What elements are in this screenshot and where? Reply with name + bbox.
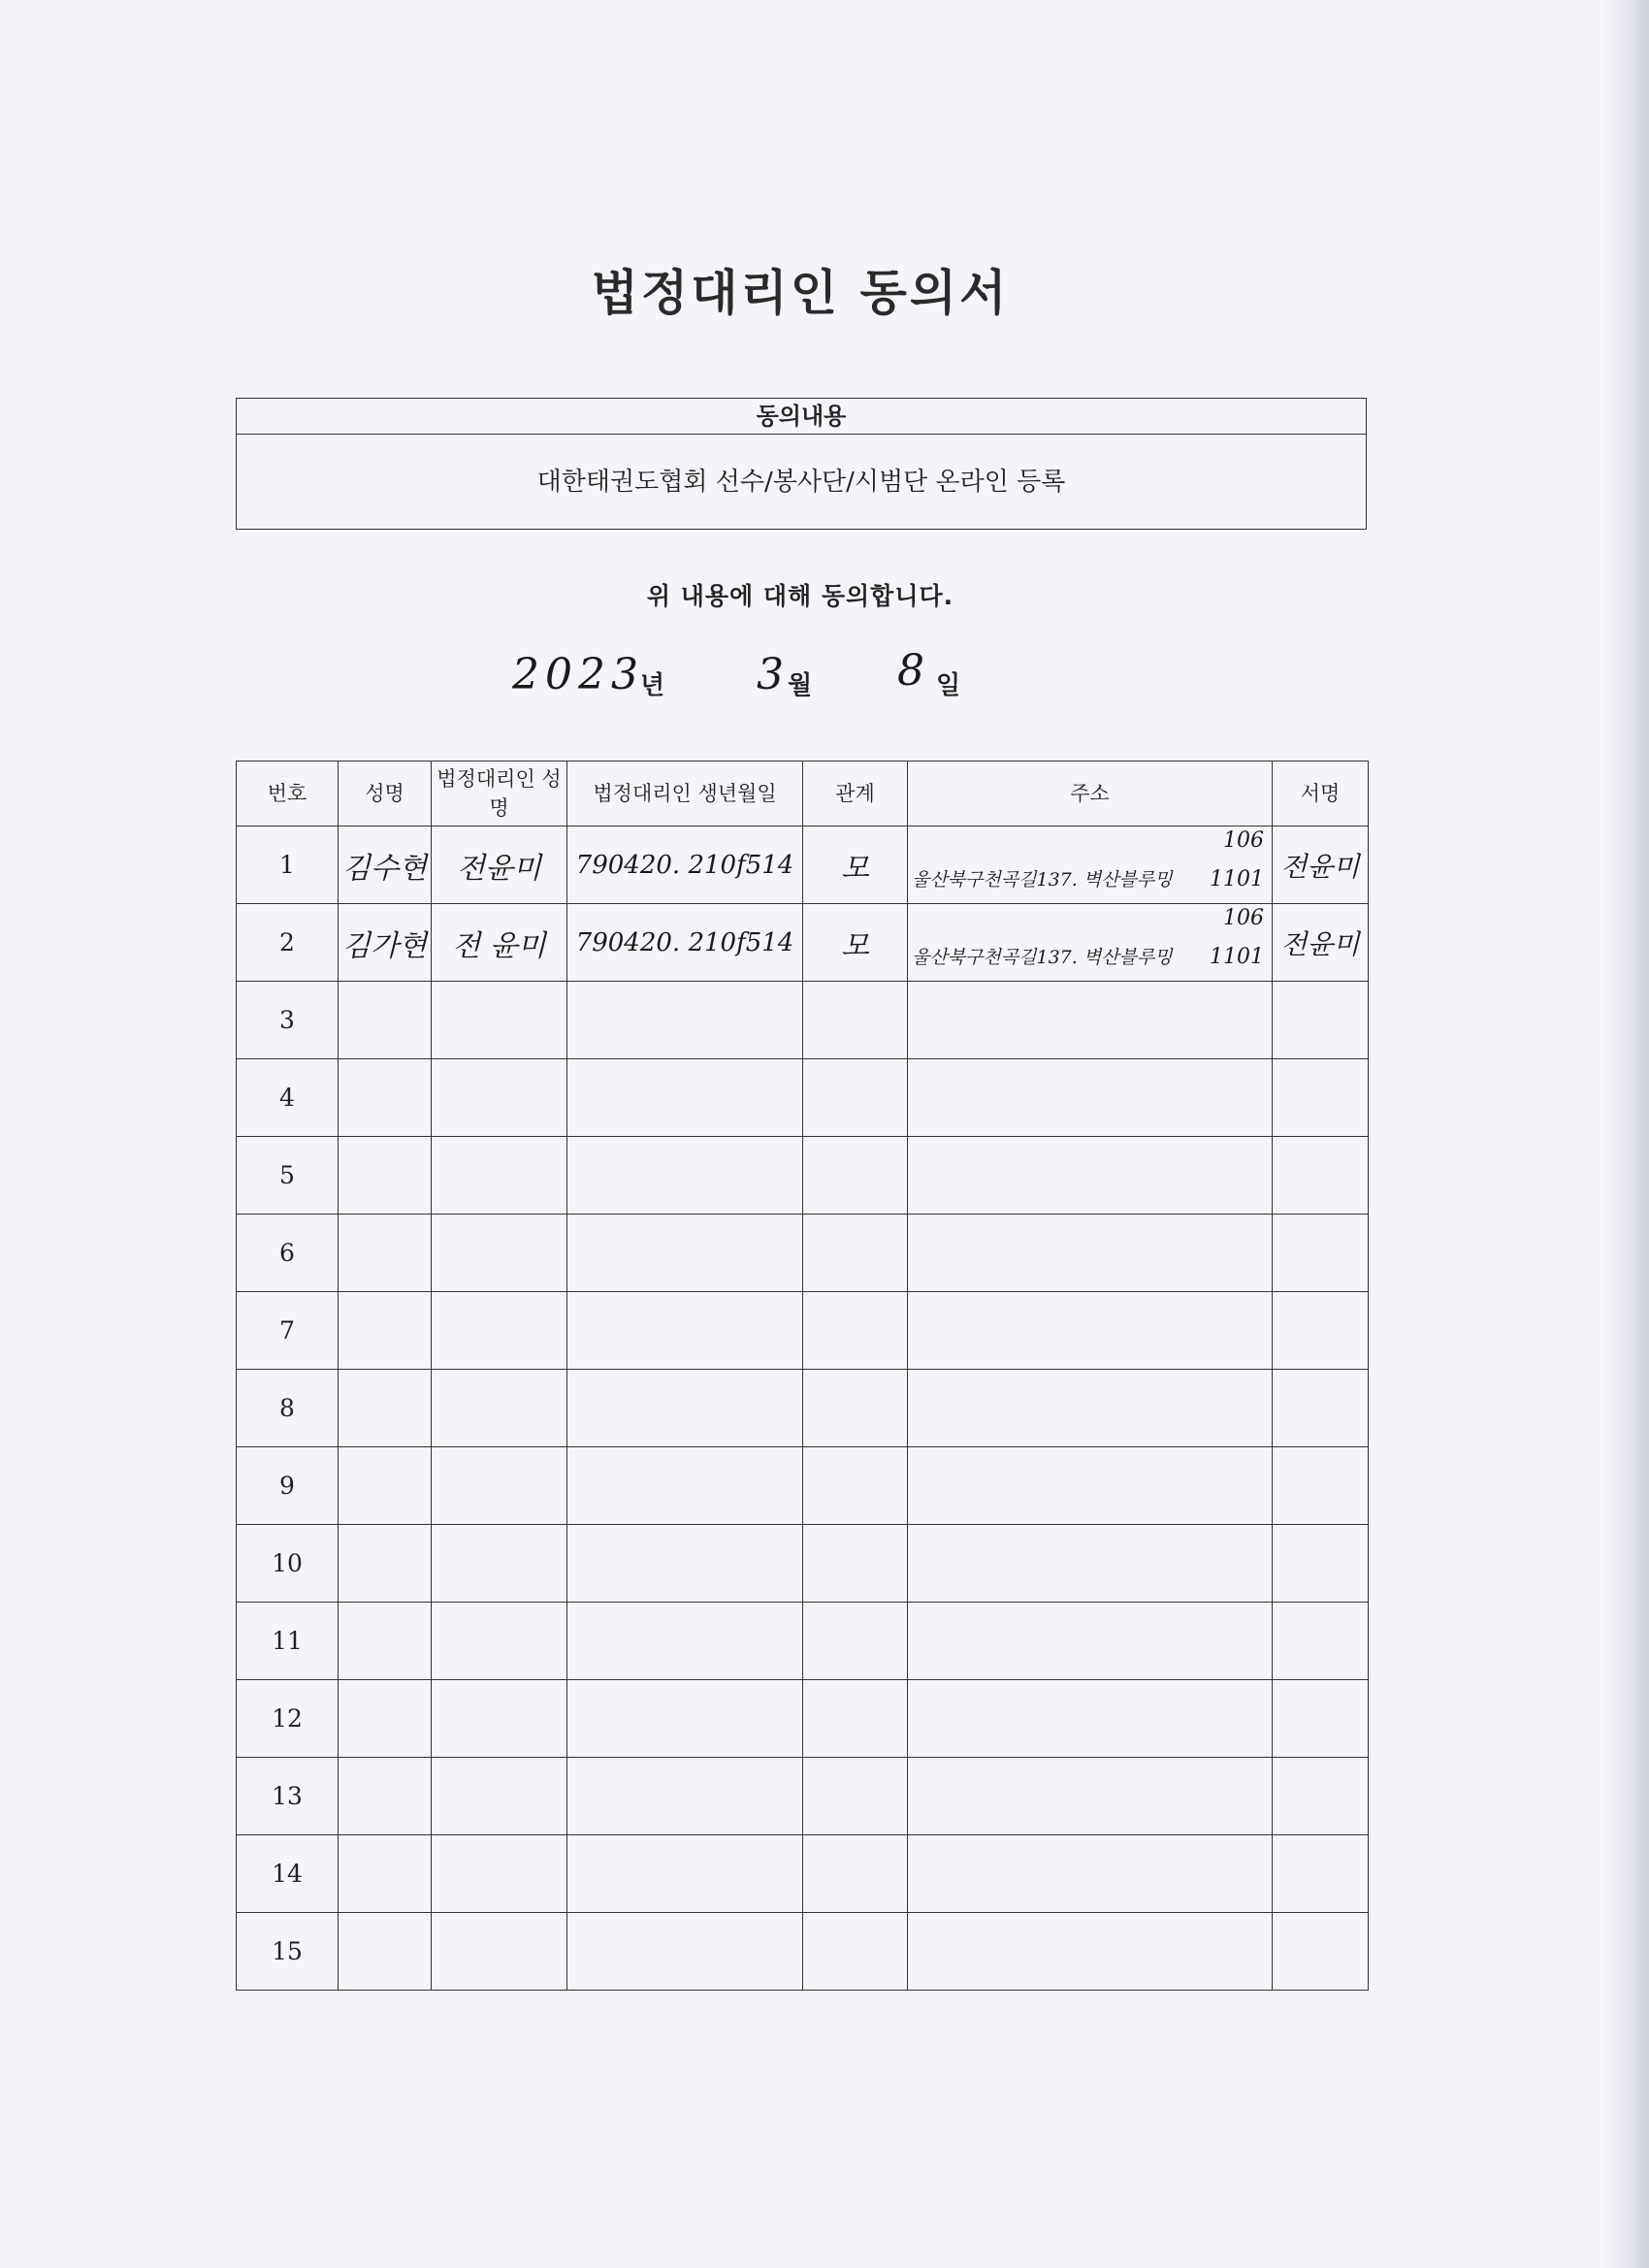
header-no: 번호 — [237, 761, 339, 826]
signature-cell — [1273, 1370, 1369, 1447]
relation-cell — [803, 1292, 908, 1370]
table-row — [237, 1758, 1369, 1835]
member-name-cell — [339, 1835, 432, 1913]
row-number: 11 — [237, 1603, 339, 1680]
relation-cell — [803, 1059, 908, 1137]
guardian-birth: 790420. 210f514 — [575, 927, 794, 957]
table-row — [237, 1525, 1369, 1603]
date-year-unit: 년 — [640, 671, 665, 700]
header-address: 주소 — [908, 761, 1273, 826]
table-row — [237, 826, 1369, 904]
relation-cell — [803, 1913, 908, 1991]
guardian-name-cell — [432, 1137, 567, 1215]
signature-cell — [1273, 1137, 1369, 1215]
member-name-cell — [339, 1370, 432, 1447]
address-ho: 1101 — [1210, 867, 1264, 891]
signature-cell — [1273, 904, 1369, 982]
guardian-birth-cell — [567, 1835, 803, 1913]
guardian-name-cell — [432, 826, 567, 904]
member-name-cell — [339, 1525, 432, 1603]
guardian-birth-cell — [567, 982, 803, 1059]
address-text: 울산북구천곡길137. 벽산블루밍 — [912, 869, 1173, 891]
relation-cell — [803, 1370, 908, 1447]
scan-edge-shadow — [1602, 0, 1649, 2268]
guardian-name-cell — [432, 1603, 567, 1680]
address-text: 울산북구천곡길137. 벽산블루밍 — [912, 947, 1173, 968]
date-day-unit: 일 — [936, 671, 961, 700]
document-title: 법정대리인 동의서 — [591, 265, 1010, 321]
guardian-name-cell — [432, 1059, 567, 1137]
member-name-cell — [339, 1758, 432, 1835]
relation-cell — [803, 1215, 908, 1292]
relation-cell — [803, 1758, 908, 1835]
guardian-birth-cell — [567, 1292, 803, 1370]
guardian-birth-cell — [567, 1758, 803, 1835]
signature: 전윤미 — [1280, 927, 1360, 960]
guardian-birth-cell — [567, 1525, 803, 1603]
guardian-name-cell — [432, 982, 567, 1059]
table-row — [237, 1835, 1369, 1913]
guardian-birth-cell — [567, 1680, 803, 1758]
signature-cell — [1273, 1525, 1369, 1603]
row-number: 3 — [237, 982, 339, 1059]
guardian-name-cell — [432, 1525, 567, 1603]
table-header-row — [237, 761, 1369, 826]
address-cell — [908, 1913, 1273, 1991]
row-number: 10 — [237, 1525, 339, 1603]
row-number: 4 — [237, 1059, 339, 1137]
table-row — [237, 982, 1369, 1059]
member-name: 김가현 — [342, 928, 427, 963]
guardian-roster-table — [236, 761, 1369, 1991]
guardian-birth-cell — [567, 1215, 803, 1292]
guardian-name-cell — [432, 1215, 567, 1292]
table-row — [237, 1059, 1369, 1137]
table-row — [237, 1447, 1369, 1525]
guardian-name-cell — [432, 904, 567, 982]
table-row — [237, 1680, 1369, 1758]
address-cell — [908, 1215, 1273, 1292]
guardian-birth-cell — [567, 1370, 803, 1447]
guardian-name-cell — [432, 1913, 567, 1991]
address-ho: 1101 — [1210, 945, 1264, 969]
relation: 모 — [841, 851, 869, 886]
consent-header: 동의내용 — [237, 399, 1366, 435]
relation-cell — [803, 826, 908, 904]
address-cell — [908, 1447, 1273, 1525]
address-cell — [908, 904, 1273, 982]
address-cell — [908, 826, 1273, 904]
guardian-name-cell — [432, 1447, 567, 1525]
row-number: 8 — [237, 1370, 339, 1447]
date-year: 2023 — [512, 650, 644, 699]
row-number: 12 — [237, 1680, 339, 1758]
relation-cell — [803, 1835, 908, 1913]
member-name: 김수현 — [342, 851, 427, 886]
row-number: 13 — [237, 1758, 339, 1835]
guardian-name: 전 윤미 — [452, 928, 546, 963]
guardian-birth-cell — [567, 1913, 803, 1991]
consent-content: 대한태권도협회 선수/봉사단/시범단 온라인 등록 — [536, 468, 1066, 497]
row-number: 5 — [237, 1137, 339, 1215]
consent-box — [236, 398, 1367, 530]
member-name-cell — [339, 1059, 432, 1137]
address-cell — [908, 1835, 1273, 1913]
signature-cell — [1273, 1215, 1369, 1292]
signature-cell — [1273, 1835, 1369, 1913]
guardian-name-cell — [432, 1758, 567, 1835]
relation-cell — [803, 1603, 908, 1680]
member-name-cell — [339, 1215, 432, 1292]
date-month: 3 — [757, 650, 784, 699]
guardian-name-cell — [432, 1370, 567, 1447]
relation-cell — [803, 904, 908, 982]
table-row — [237, 1292, 1369, 1370]
roster-body — [237, 826, 1369, 1991]
table-row — [237, 1137, 1369, 1215]
row-number: 9 — [237, 1447, 339, 1525]
guardian-name: 전윤미 — [457, 851, 541, 886]
table-row — [237, 1913, 1369, 1991]
relation: 모 — [841, 928, 869, 963]
table-row — [237, 1603, 1369, 1680]
guardian-birth-cell — [567, 1137, 803, 1215]
address-dong: 106 — [1223, 828, 1264, 853]
header-signature: 서명 — [1273, 761, 1369, 826]
row-number: 14 — [237, 1835, 339, 1913]
member-name-cell — [339, 1680, 432, 1758]
header-relation: 관계 — [803, 761, 908, 826]
member-name-cell — [339, 1603, 432, 1680]
signature-cell — [1273, 1913, 1369, 1991]
signature-cell — [1273, 1680, 1369, 1758]
row-number: 6 — [237, 1215, 339, 1292]
header-guardian-birth: 법정대리인 생년월일 — [567, 761, 803, 826]
table-row — [237, 904, 1369, 982]
relation-cell — [803, 1525, 908, 1603]
address-cell — [908, 1758, 1273, 1835]
guardian-birth-cell — [567, 1059, 803, 1137]
relation-cell — [803, 1447, 908, 1525]
relation-cell — [803, 982, 908, 1059]
guardian-name-cell — [432, 1292, 567, 1370]
header-name: 성명 — [339, 761, 432, 826]
guardian-birth: 790420. 210f514 — [575, 850, 794, 880]
member-name-cell — [339, 982, 432, 1059]
row-number: 1 — [237, 826, 339, 904]
member-name-cell — [339, 1447, 432, 1525]
table-row — [237, 1370, 1369, 1447]
row-number: 7 — [237, 1292, 339, 1370]
address-dong: 106 — [1223, 906, 1264, 930]
date-day: 8 — [897, 646, 924, 696]
member-name-cell — [339, 826, 432, 904]
relation-cell — [803, 1137, 908, 1215]
guardian-birth-cell — [567, 826, 803, 904]
guardian-birth-cell — [567, 904, 803, 982]
row-number: 15 — [237, 1913, 339, 1991]
relation-cell — [803, 1680, 908, 1758]
guardian-birth-cell — [567, 1603, 803, 1680]
table-row — [237, 1215, 1369, 1292]
agreement-statement: 위 내용에 대해 동의합니다. — [646, 582, 954, 610]
date-month-unit: 월 — [788, 671, 813, 700]
signature-cell — [1273, 1447, 1369, 1525]
signature-cell — [1273, 826, 1369, 904]
signature: 전윤미 — [1280, 850, 1360, 883]
address-cell — [908, 1525, 1273, 1603]
guardian-birth-cell — [567, 1447, 803, 1525]
guardian-name-cell — [432, 1680, 567, 1758]
guardian-name-cell — [432, 1835, 567, 1913]
row-number: 2 — [237, 904, 339, 982]
signature-cell — [1273, 1059, 1369, 1137]
signature-cell — [1273, 1603, 1369, 1680]
date-line — [0, 646, 1649, 708]
header-guardian-name: 법정대리인 성명 — [432, 761, 567, 826]
address-cell — [908, 1059, 1273, 1137]
member-name-cell — [339, 1292, 432, 1370]
signature-cell — [1273, 982, 1369, 1059]
address-cell — [908, 1137, 1273, 1215]
address-cell — [908, 1370, 1273, 1447]
member-name-cell — [339, 1137, 432, 1215]
address-cell — [908, 1603, 1273, 1680]
member-name-cell — [339, 904, 432, 982]
signature-cell — [1273, 1292, 1369, 1370]
signature-cell — [1273, 1758, 1369, 1835]
address-cell — [908, 1680, 1273, 1758]
member-name-cell — [339, 1913, 432, 1991]
address-cell — [908, 1292, 1273, 1370]
address-cell — [908, 982, 1273, 1059]
